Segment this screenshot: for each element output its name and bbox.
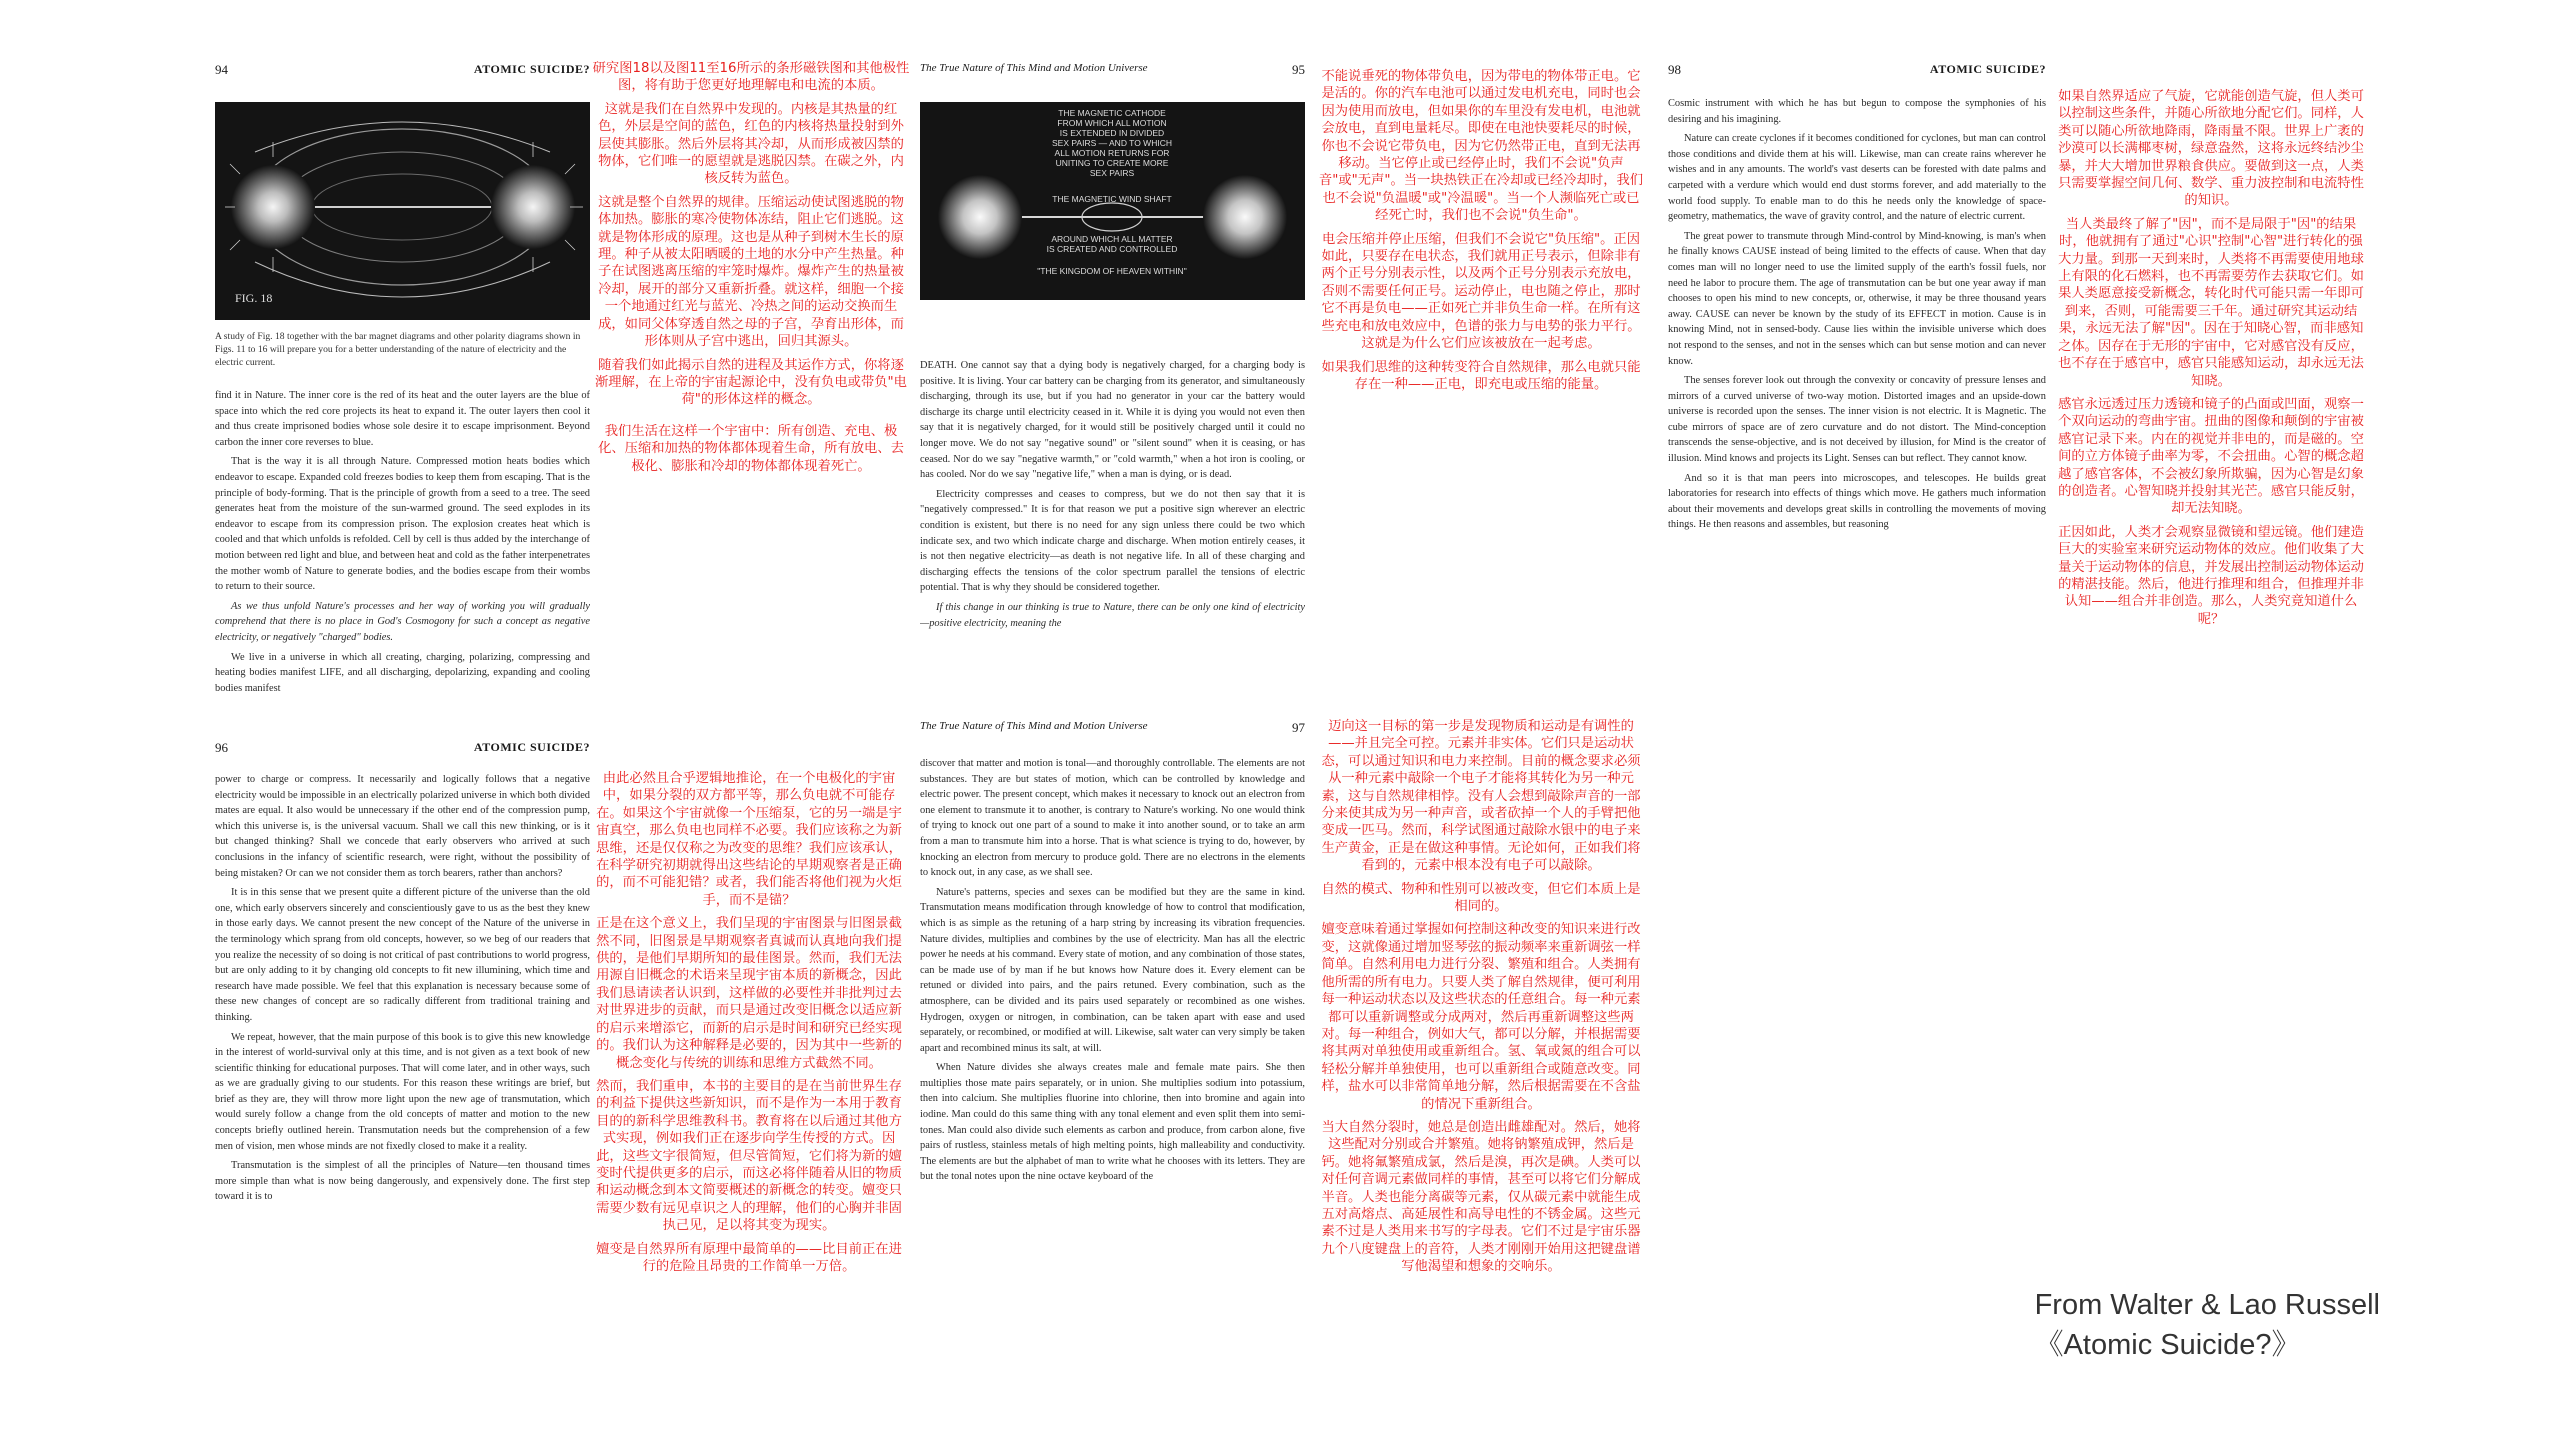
page-body bbox=[215, 388, 590, 700]
source-credit bbox=[2035, 1285, 2380, 1365]
paragraph: We live in a universe in which all creating, charging, polarizing, compressing and heating bodies manifest LIFE, and all discharging, depolarizing, expanding and cooling bodies manifest bbox=[215, 651, 590, 694]
paragraph: As we thus unfold Nature's processes and her way of working you will gradually comprehend that there is no place in God's Cosmogony for such a concept as negative electricity, or negatively "charged" bodies. bbox=[215, 600, 590, 643]
page-header bbox=[920, 62, 1305, 92]
translation-paragraph: 然而，我们重申，本书的主要目的是在当前世界生存的利益下提供这些新知识，而不是作为一本用于教育目的的新科学思维教科书。教育将在以后通过其他方式实现，例如我们正在逐步向学生传授的方式。因此，这些文字很简短，但尽管简短，它们将为新的嬗变时代提供更多的启示，而这必将伴随着从旧的物质和运动概念到本文简要概述的新概念的转变。嬗变只需要少数有远见卓识之人的理解，他们的心胸并非固执己见，足以将其变为现实。 bbox=[596, 1078, 902, 1234]
paragraph: Electricity compresses and ceases to compress, but we do not then say that it is "negatively compressed." It is for that reason we put a positive sign wherever an electric condition is existent, but there is no need for any sign unless there could be two which indicate sex, and two which indicate charge and discharge. When motion entirely ceases, it is not then negative electricity—as death is not negative life. In all of these charging and discharging effects the tensions of the color spectrum parallel the tensions of electric potential. That is why they should be considered together. bbox=[920, 488, 1305, 594]
translation-98 bbox=[2056, 88, 2366, 634]
paragraph: Nature can create cyclones if it becomes conditioned for cyclones, but man can control those conditions and divide them at his will. Likewise, man can create rains wherever he wishes and in any amounts. The world's vast deserts can be forested with date palms and carpeted with a verdure which would end dust storms forever, and add materially to the world food supply. To enable man to do this he needs only the knowledge of space-geometry, mathematics, the wave of gravity control, and the nature of electric current. bbox=[1668, 133, 2046, 223]
figure-label: FIG. 18 bbox=[235, 291, 273, 305]
paragraph: Cosmic instrument with which he has but begun to compose the symphonies of his desiring and his imagining. bbox=[1668, 98, 2046, 125]
figure-text-line: IS EXTENDED IN DIVIDED bbox=[1059, 128, 1165, 138]
translation-paragraph: 如果自然界适应了气旋，它就能创造气旋，但人类可以控制这些条件，并随心所欲地分配它们。同样，人类可以随心所欲地降雨，降雨量不限。世界上广袤的沙漠可以长满椰枣树，绿意盎然，这将永远终结沙尘暴，并大大增加世界粮食供应。要做到这一点，人类只需要掌握空间几何、数学、重力波控制和电流特性的知识。 bbox=[2058, 89, 2364, 209]
page-97 bbox=[920, 720, 1305, 1388]
translation-paragraph: 由此必然且合乎逻辑地推论，在一个电极化的宇宙中，如果分裂的双方都平等，那么负电就不可能存在。如果这个宇宙就像一个压缩泵，它的另一端是宇宙真空，那么负电也同样不必要。我们应该称之为新思维，还是仅仅称之为改变的思维？我们应该承认，在科学研究初期就得出这些结论的早期观察者是正确的，而不可能犯错？或者，我们能否将他们视为火炬手，而不是锚？ bbox=[596, 771, 902, 908]
running-title: ATOMIC SUICIDE? bbox=[1929, 62, 2046, 76]
page-number: 95 bbox=[1292, 62, 1305, 77]
translation-paragraph: 自然的模式、物种和性别可以被改变，但它们本质上是相同的。 bbox=[1321, 881, 1641, 915]
credit-authors: From Walter & Lao Russell bbox=[2034, 1289, 2380, 1321]
paragraph: The senses forever look out through the convexity or concavity of pressure lenses and mirrors of a curved universe of two-way motion. Distorted images and an upside-down universe is recorded upon the senses. The inner vision is not electric. It is Magnetic. The cube mirrors of space are of zero curvature and do not distort. The Mind-conception transcends the sense-objective, and is not deceived by illusion, for Mind is the creator of illusion. Mind knows and projects its Light. Senses can but reflect. They cannot know. bbox=[1668, 375, 2046, 465]
figure-text-line: THE MAGNETIC WIND SHAFT bbox=[1052, 194, 1172, 204]
paragraph: power to charge or compress. It necessarily and logically follows that a negative electricity would be impossible in an electrically polarized universe in which both divided mates are equal. It also would be unnecessary if the other end of the compression pump, which this universe is, is the universal vacuum. Shall we call this new thinking, or is it but changed thinking? Shall we concede that early observers who arrived at such conclusions in the infancy of scientific research, were right, without the possibility of being mistaken? Or can we not consider them as torch bearers, rather than anchors? bbox=[215, 774, 590, 879]
paragraph: We repeat, however, that the main purpose of this book is to give this new knowledge in the interest of world-survival only at this time, and is not given as a text book of new scientific thinking for educational purposes. That will come later, and in other ways, such as we are gradually giving to our students. For this reason these writings are brief, but brief as they are, they will throw more light upon the new age of transmutation, which would surely follow a change from the old concepts of matter and motion to the new concepts briefly outlined herein. Transmutation needs but the comprehension of a few men of vision, men whose minds are not fixedly closed to make it a reality. bbox=[215, 1031, 590, 1152]
translation-95 bbox=[1318, 68, 1644, 399]
running-title: The True Nature of This Mind and Motion Universe bbox=[920, 720, 1148, 732]
page-number: 96 bbox=[215, 740, 228, 755]
page-body bbox=[920, 358, 1305, 635]
page-header bbox=[1668, 62, 2046, 92]
translation-paragraph: 这就是我们在自然界中发现的。内核是其热量的红色，外层是空间的蓝色，红色的内核将热量投射到外层使其膨胀。然后外层将其冷却，从而形成被囚禁的物体，它们唯一的愿望就是逃脱囚禁。在碳之外，内核反转为蓝色。 bbox=[598, 101, 904, 187]
page-body bbox=[1668, 96, 2046, 537]
translation-97 bbox=[1318, 718, 1644, 1282]
translation-paragraph: 嬗变意味着通过掌握如何控制这种改变的知识来进行改变，这就像通过增加竖琴弦的振动频率来重新调弦一样简单。自然利用电力进行分裂、繁殖和组合。人类拥有他所需的所有电力。只要人类了解自然规律，便可利用每一种运动状态以及这些状态的任意组合。每一种元素都可以重新调整或分成两对，然后再重新调整这些两对。每一种组合，例如大气，都可以分解，并根据需要将其两对单独使用或重新组合。氢、氧或氮的组合可以轻松分解并单独使用，也可以重新组合或随意改变。同样，盐水可以非常简单地分解，然后根据需要在不含盐的情况下重新组合。 bbox=[1321, 922, 1641, 1112]
translation-96 bbox=[590, 770, 908, 1281]
paragraph: If this change in our thinking is true to Nature, there can be only one kind of electricity—positive electricity, meaning the bbox=[920, 601, 1305, 629]
figure-text-line: SEX PAIRS — AND TO WHICH bbox=[1052, 138, 1172, 148]
paragraph: It is in this sense that we present quite a different picture of the universe than the old one, which early observers sincerely and conscientiously gave to us as the best they knew in those early days. We cannot present the new concept of the Nature of the universe in the terminology which sprang from old concepts, however, so we beg of our readers that you realize the necessity of so doing is not critical of past contributions to world progress, but are only adding to it by changing old concepts to fit new illumining, which time and research have made possible. We feel that this explanation is necessary because some of these new changes of concept are so radically different from traditional training and thinking. bbox=[215, 887, 590, 1023]
page-98 bbox=[1668, 62, 2046, 730]
paragraph: And so it is that man peers into microscopes, and telescopes. He builds great laboratories for research into effects of things which move. He gathers much information about their movements and develops great skills in controlling the movements of moving things. He then reasons and assembles, but reasoning bbox=[1668, 472, 2046, 531]
translation-paragraph: 如果我们思维的这种转变符合自然规律，那么电就只能存在一种——正电，即充电或压缩的能量。 bbox=[1321, 359, 1641, 392]
figure-text-line: UNITING TO CREATE MORE bbox=[1055, 158, 1169, 168]
page-number: 97 bbox=[1292, 720, 1305, 735]
translation-paragraph: 研究图18以及图11至16所示的条形磁铁图和其他极性图，将有助于您更好地理解电和电流的本质。 bbox=[592, 61, 910, 94]
translation-paragraph: 不能说垂死的物体带负电，因为带电的物体带正电。它是活的。你的汽车电池可以通过发电机充电，同时也会因为使用而放电，但如果你的车里没有发电机，电池就会放电，直到电量耗尽。即使在电池快要耗尽的时候，你也不会说它带负电，因为它仍然带正电，直到无法再移动。当它停止或已经停止时，我们不会说"负声音"或"无声"。当一块热铁正在冷却或已经冷却时，我们也不会说"负温暖"或"冷温暖"。当一个人濒临死亡或已经死亡时，我们也不会说"负生命"。 bbox=[1318, 69, 1644, 224]
translation-paragraph: 当大自然分裂时，她总是创造出雌雄配对。然后，她将这些配对分别或合并繁殖。她将钠繁殖成钾，然后是钙。她将氟繁殖成氯，然后是溴，再次是碘。人类可以对任何音调元素做同样的事情，甚至可以将它们分解成半音。人类也能分离碳等元素，仅从碳元素中就能生成五对高熔点、高延展性和高导电性的不锈金属。这些元素不过是人类用来书写的字母表。它们不过是宇宙乐器九个八度键盘上的音符，人类才刚刚开始用这把键盘谱写他渴望和想象的交响乐。 bbox=[1321, 1119, 1641, 1275]
translation-paragraph: 我们生活在这样一个宇宙中：所有创造、充电、极化、压缩和加热的物体都体现着生命，所有放电、去极化、膨胀和冷却的物体都体现着死亡。 bbox=[598, 423, 904, 474]
translation-94 bbox=[592, 60, 910, 481]
figure-text-line: ALL MOTION RETURNS FOR bbox=[1054, 148, 1170, 158]
translation-paragraph: 正因如此，人类才会观察显微镜和望远镜。他们建造巨大的实验室来研究运动物体的效应。他们收集了大量关于运动物体的信息，并发展出控制运动物体运动的精湛技能。然后，他进行推理和组合，但推理并非认知——组合并非创造。那么，人类究竟知道什么呢？ bbox=[2058, 524, 2364, 627]
paragraph: DEATH. One cannot say that a dying body is negatively charged, for a charging body is positive. It is living. Your car battery can be charging from its generator, and simultaneously discharging, through its use, but if you had no generator in your car the battery would discharge its charge until electricity ceased in it. While it is dying you would not even then say that it is negatively charged, for it would still be positively charged until it could no longer move. We do not say "negative sound" or "silent sound" when it is ceasing, or has ceased. Nor do we say "negative warmth," or "cold warmth," when a hot iron is cooling, or has cooled. Nor do we say "negative life," when a man is dying, or is dead. bbox=[920, 360, 1305, 481]
paragraph: discover that matter and motion is tonal—and thoroughly controllable. The elements are not substances. They are but states of motion, which can be controlled by knowledge and electric power. The present concept, which makes it necessary to knock out an electron from one element to transmute it to another, is contrary to Nature's working. No one would think of trying to knock out one part of a sound to make it into another sound, or to take an arm from a man to transmute him into a horse. That is what science is trying to do, however, by knocking an electron from mercury to produce gold. There are no electrons in the elements to knock out, in any case, as we shall see. bbox=[920, 758, 1305, 879]
page-number: 94 bbox=[215, 62, 228, 77]
translation-paragraph: 这就是整个自然界的规律。压缩运动使试图逃脱的物体加热。膨胀的寒冷使物体冻结，阻止它们逃脱。这就是物体形成的原理。这也是从种子到树木生长的原理。种子从被太阳晒暖的土地的水分中产生热量。种子在试图逃离压缩的牢笼时爆炸。爆炸产生的热量被冷却，展开的部分又重新折叠。就这样，细胞一个接一个地通过红光与蓝光、冷热之间的运动交换而生成，如同父体穿透自然之母的子宫，孕育出形体，而形体则从子宫中逃出，回归其源头。 bbox=[598, 194, 904, 350]
figure-text-line: IS CREATED AND CONTROLLED bbox=[1046, 244, 1178, 254]
paragraph: Transmutation is the simplest of all the principles of Nature—ten thousand times more simple than what is now being dangerously, and expensively done. The first step toward it is to bbox=[215, 1160, 590, 1203]
page-body bbox=[215, 772, 590, 1209]
figure-18-illustration bbox=[215, 102, 590, 320]
running-title: ATOMIC SUICIDE? bbox=[473, 62, 590, 76]
translation-paragraph: 迈向这一目标的第一步是发现物质和运动是有调性的——并且完全可控。元素并非实体。它们只是运动状态，可以通过知识和电力来控制。目前的概念要求必须从一种元素中敲除一个电子才能将其转化为另一种元素，这与自然规律相悖。没有人会想到敲除声音的一部分来使其成为另一种声音，或者砍掉一个人的手臂把他变成一匹马。然而，科学试图通过敲除水银中的电子来生产黄金，正是在做这种事情。无论如何，正如我们将看到的，元素中根本没有电子可以敲除。 bbox=[1321, 719, 1641, 874]
figure-text-line: THE MAGNETIC CATHODE bbox=[1058, 108, 1166, 118]
page-96 bbox=[215, 740, 590, 1380]
paragraph: Nature's patterns, species and sexes can be modified but they are the same in kind. Transmutation means modification through knowledge of how to control that modification, which is as simple as the retuning of a harp string by increasing its vibration frequencies. Nature divides, multiplies and combines by the use of electricity. Man has all the electric power he needs at his command. Every state of motion, and any combination of those states, can be made use of by man if he but knows how Nature does it. Every element can be retuned or divided into pairs, and the pairs retuned. Every combination, such as the atmosphere, can be divided and its pairs used separately or recombined as one wishes. Hydrogen, oxygen or nitrogen, in combination, can be taken apart with ease and used separately, or recombined, or modified at will. Likewise, salt water can very simply be taken apart and recombined minus its salt, at will. bbox=[920, 886, 1305, 1054]
page-95 bbox=[920, 62, 1305, 730]
figure-text-line: "THE KINGDOM OF HEAVEN WITHIN" bbox=[1037, 266, 1187, 276]
page-94 bbox=[215, 62, 590, 730]
translation-paragraph: 电会压缩并停止压缩，但我们不会说它"负压缩"。正因如此，只要存在电状态，我们就用正号表示，但除非有两个正号分别表示性，以及两个正号分别表示充放电，否则不需要任何正号。运动停止，电也随之停止，那时它不再是负电——正如死亡并非负生命一样。在所有这些充电和放电效应中，色谱的张力与电势的张力平行。这就是为什么它们应该被放在一起考虑。 bbox=[1321, 231, 1641, 352]
running-title: ATOMIC SUICIDE? bbox=[473, 740, 590, 754]
page-header bbox=[215, 62, 590, 92]
figure-text-line: FROM WHICH ALL MOTION bbox=[1057, 118, 1167, 128]
paragraph: That is the way it is all through Nature. Compressed motion heats bodies which endeavor to escape. Expanded cold freezes bodies to keep them from escaping. That is the principle of body-forming. That is the principle of growth from a seed to a tree. The seed generates heat from the moisture of the sun-warmed ground. The seed explodes in its endeavor to escape from its compression prison. The explosion creates heat which is cooled and that which unfolds is refolded. Cell by cell is thus added by the interchange of motion between red light and blue, and between heat and cold as the father interpenetrates the mother womb of Nature to generate bodies, and the bodies escape from their wombs to return to their source. bbox=[215, 456, 590, 593]
paragraph: When Nature divides she always creates male and female mate pairs. She then multiplies those mate pairs separately, or in union. She multiplies sodium into potassium, then into calcium. She multiplies fluorine into chlorine, then into bromine and again into iodine. Man could do this same thing with any tonal element and even split them into semi-tones. Man could also divide such elements as carbon and produce, from carbon alone, five pairs of rustless, stainless metals of high melting points, high malleability and conductivity. The elements are but the alphabet of man to write what he chooses with its letters. They are but the tonal notes upon the nine octave keyboard of the bbox=[920, 1062, 1305, 1183]
paragraph: find it in Nature. The inner core is the red of its heat and the outer layers are the blue of space into which the red core projects its heat to expand it. The outer layers then cool it and thus create imprisoned bodies whose sole desire it to escape imprisonment. Beyond carbon the inner core reverses to blue. bbox=[215, 390, 590, 448]
translation-paragraph: 当人类最终了解了"因"，而不是局限于"因"的结果时，他就拥有了通过"心识"控制"心智"进行转化的强大力量。到那一天到来时，人类将不再需要使用地球上有限的化石燃料，也不再需要劳作去获取它们。如果人类愿意接受新概念，转化时代可能只需一年即可到来，否则，可能需要三千年。通过研究其运动结果，永远无法了解"因"。因在于知晓心智，而非感知之体。因存在于无形的宇宙中，它对感官没有反应，也不存在于感官中，感官只能感知运动，却永远无法知晓。 bbox=[2058, 216, 2364, 389]
translation-paragraph: 正是在这个意义上，我们呈现的宇宙图景与旧图景截然不同，旧图景是早期观察者真诚而认真地向我们提供的，是他们早期所知的最佳图景。然而，我们无法用源自旧概念的术语来呈现宇宙本质的新概念，因此我们恳请读者认识到，这样做的必要性并非批判过去对世界进步的贡献，而只是通过改变旧概念以适应新的启示来增添它，而新的启示是时间和研究已经实现的。我们认为这种解释是必要的，因为其中一些新的概念变化与传统的训练和思维方式截然不同。 bbox=[596, 916, 902, 1071]
translation-paragraph: 随着我们如此揭示自然的进程及其运作方式，你将逐渐理解，在上帝的宇宙起源论中，没有负电或带负"电荷"的形体这样的概念。 bbox=[595, 357, 907, 408]
running-title: The True Nature of This Mind and Motion Universe bbox=[920, 62, 1148, 74]
figure-caption: A study of Fig. 18 together with the bar magnet diagrams and other polarity diagrams shown in Figs. 11 to 16 will prepare you for a better understanding of the nature of electricity and the electric current. bbox=[215, 331, 581, 368]
credit-book-title: 《Atomic Suicide?》 bbox=[2034, 1329, 2301, 1361]
translation-paragraph: 嬗变是自然界所有原理中最简单的——比目前正在进行的危险且昂贵的工作简单一万倍。 bbox=[596, 1241, 902, 1274]
page-header bbox=[920, 720, 1305, 750]
page-number: 98 bbox=[1668, 62, 1681, 77]
figure-text-line: SEX PAIRS bbox=[1089, 168, 1135, 178]
translation-paragraph: 感官永远透过压力透镜和镜子的凸面或凹面，观察一个双向运动的弯曲宇宙。扭曲的图像和颠倒的宇宙被感官记录下来。内在的视觉并非电的，而是磁的。空间的立方体镜子曲率为零，不会扭曲。心智的概念超越了感官客体，不会被幻象所欺骗，因为心智是幻象的创造者。心智知晓并投射其光芒。感官只能反射，却无法知晓。 bbox=[2058, 396, 2364, 517]
figure-text-line: AROUND WHICH ALL MATTER bbox=[1051, 234, 1173, 244]
paragraph: The great power to transmute through Mind-control by Mind-knowing, is man's when he finally knows CAUSE instead of being limited to the effects of cause. When that day comes man will no longer need to use the limited supply of the earth's fossil fuels, nor need he labor to procure them. The age of transmutation can be but one year away if man chooses to open his mind to new concepts, or, otherwise, it may be three thousand years away. CAUSE can never be known by the study of its EFFECT in motion. Cause is in knowing Mind, not in sensed-body. Cause lies within the invisible universe which does not respond to the senses, and not in the senses which can but sense motion and can never know. bbox=[1668, 230, 2046, 367]
page-body bbox=[920, 756, 1305, 1189]
magnetic-cathode-illustration bbox=[920, 102, 1305, 300]
page-header bbox=[215, 740, 590, 770]
